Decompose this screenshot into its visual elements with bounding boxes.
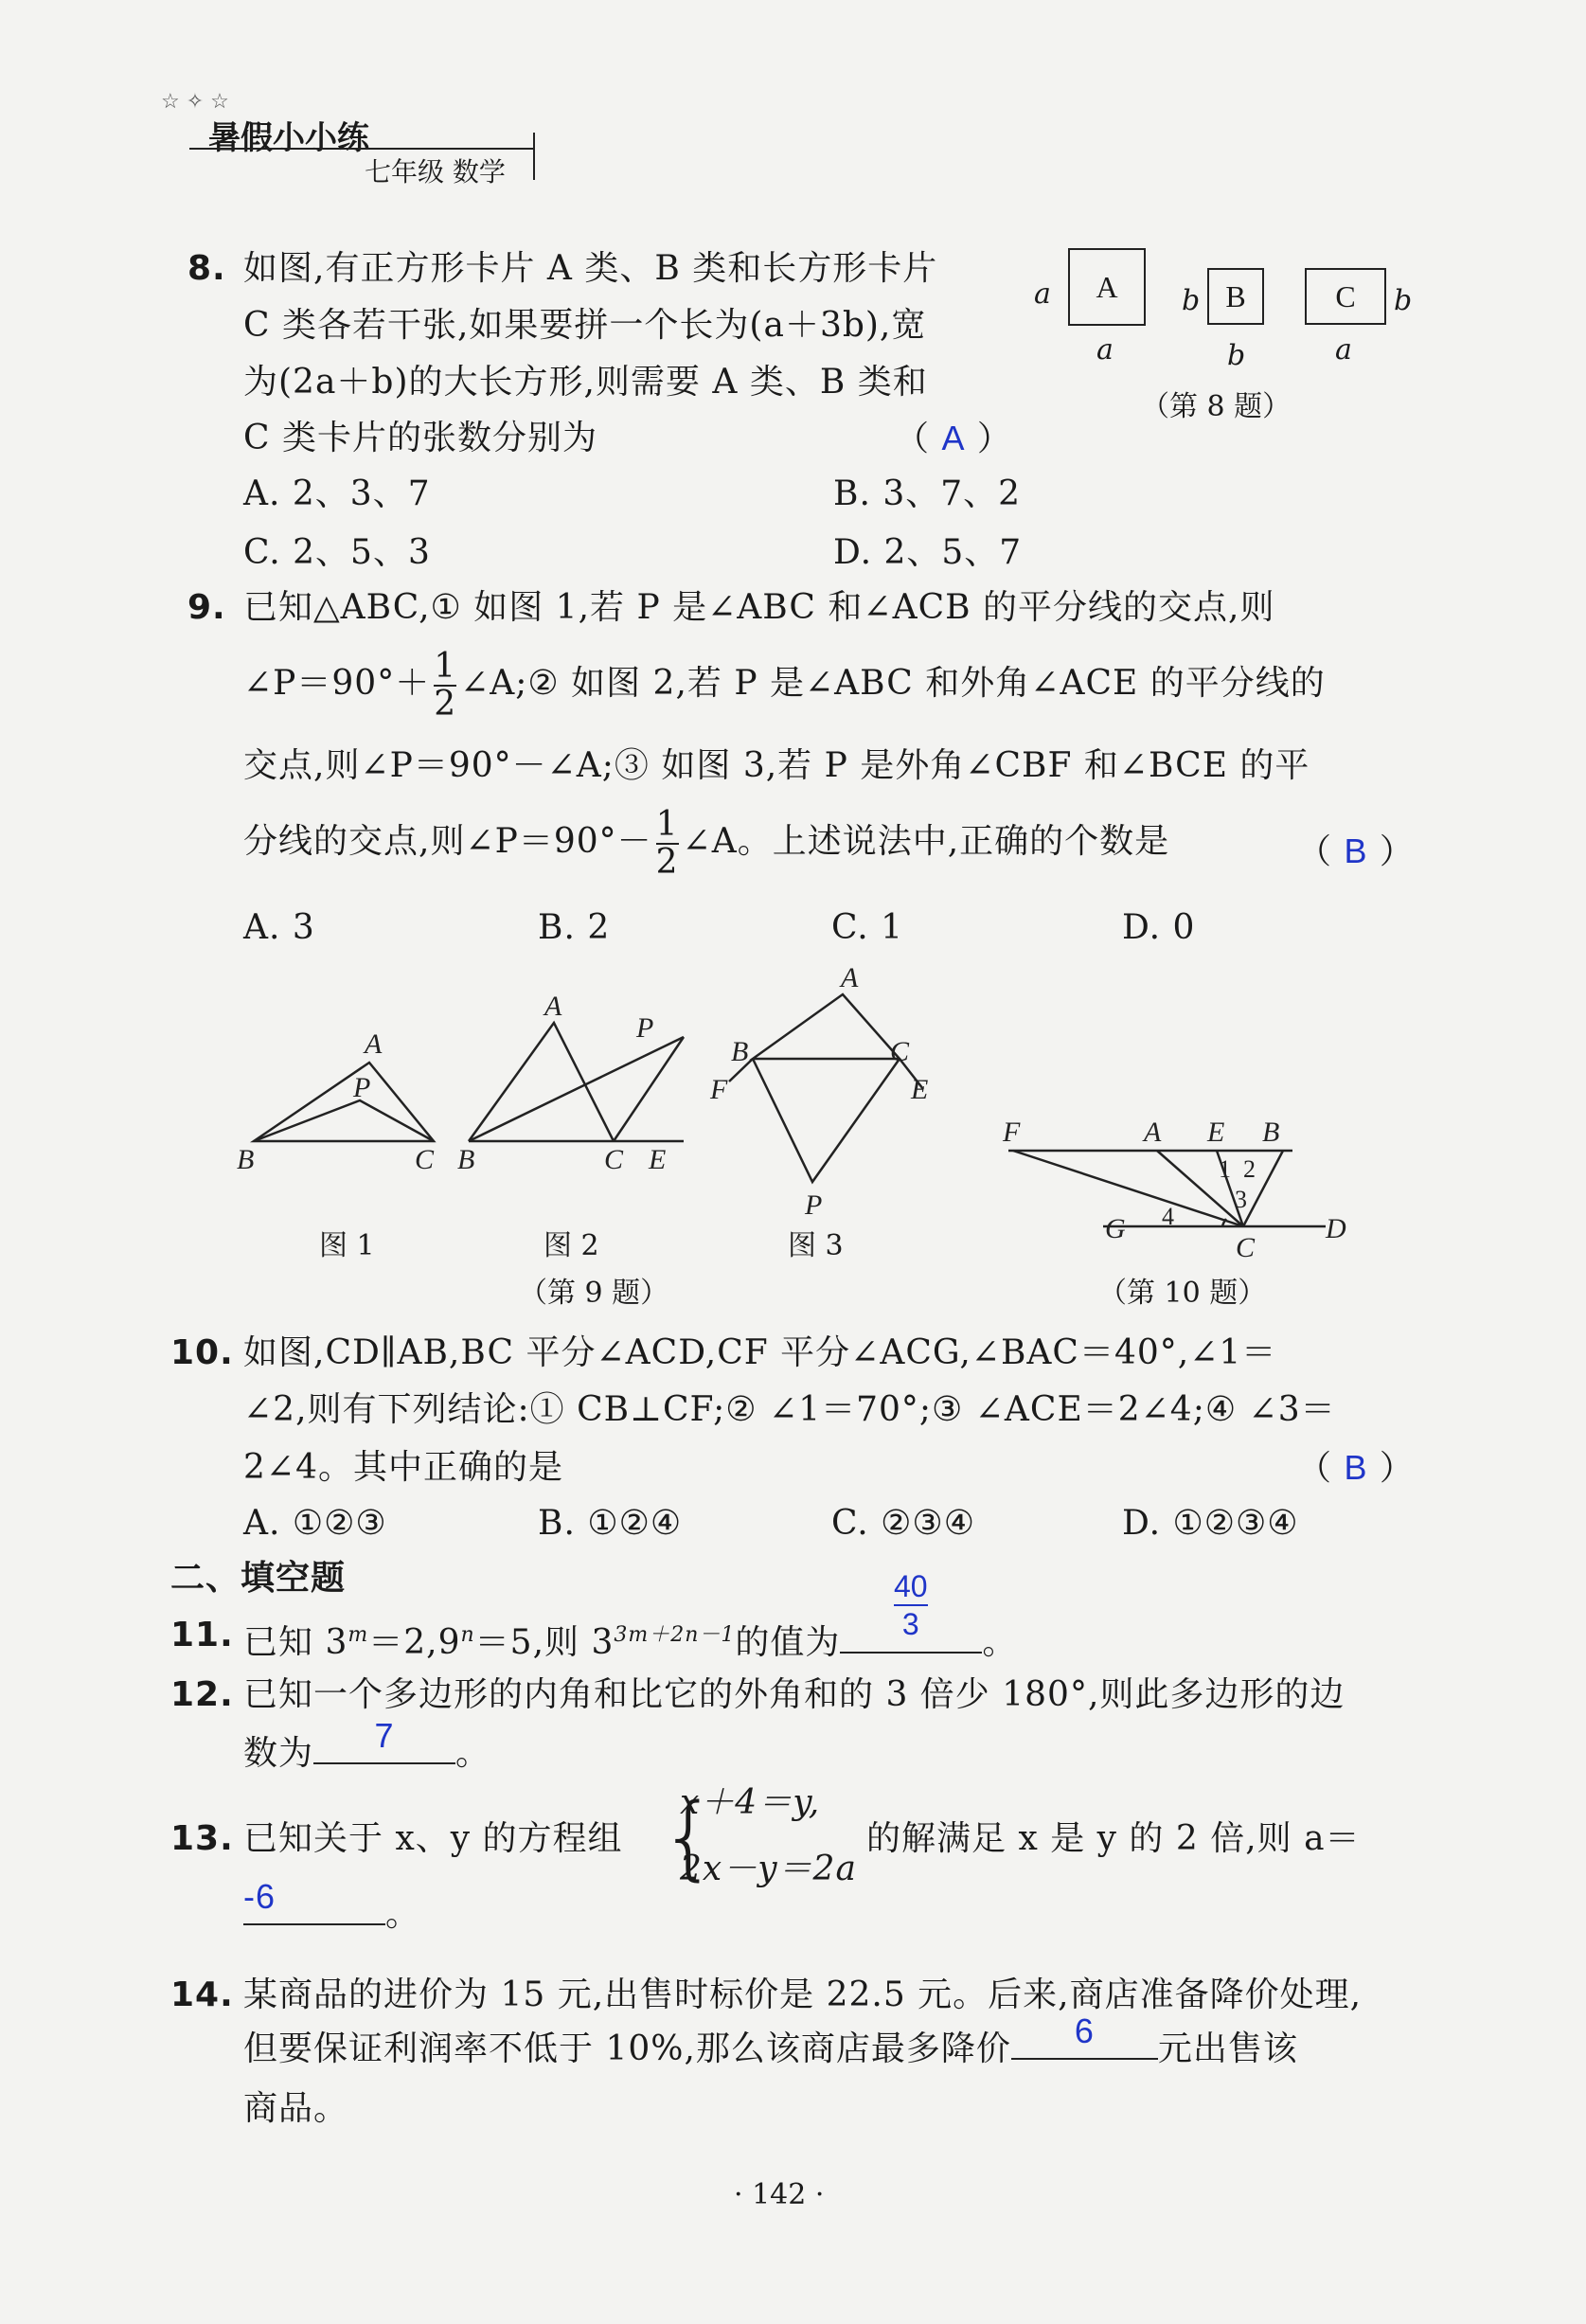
q9-figure-1 [254, 1063, 434, 1141]
q13-text-pre: 已知关于 x、y 的方程组 [243, 1819, 623, 1858]
q10-answer: B [1344, 1448, 1368, 1487]
q10-option-d: D. ①②③④ [1122, 1504, 1299, 1543]
card-c-right-label: b [1394, 284, 1413, 317]
fig1-label-b: B [237, 1144, 255, 1175]
q8-answer: A [941, 419, 966, 457]
q8-line4: C 类卡片的张数分别为 [243, 419, 597, 457]
fig10-label-d: D [1326, 1213, 1346, 1244]
q13-answer-line: -6 。 [243, 1877, 421, 1934]
header-title: 暑假小小练 [208, 119, 369, 157]
header-stars: ☆ ✧ ☆ [161, 90, 229, 114]
q9-line4-post: ∠A。上述说法中,正确的个数是 [682, 822, 1170, 861]
header-vertical-divider [533, 133, 535, 180]
q9-figures [227, 956, 966, 1231]
fig3-label-c: C [890, 1036, 910, 1067]
q11-answer [894, 1568, 928, 1642]
q8-option-a: A. 2、3、7 [243, 474, 431, 513]
card-a-bottom-label: a [1096, 333, 1114, 366]
section-fill-in-title: 二、填空题 [170, 1559, 347, 1598]
fig2-label-c: C [604, 1144, 624, 1175]
q8-option-c: C. 2、5、3 [243, 533, 431, 572]
fig10-label-1: 1 [1219, 1155, 1231, 1183]
q9-line3: 交点,则∠P＝90°－∠A;③ 如图 3,若 P 是外角∠CBF 和∠BCE 的平 [243, 746, 1310, 785]
q8-line1: 如图,有正方形卡片 A 类、B 类和长方形卡片 [243, 249, 938, 288]
q8-option-b: B. 3、7、2 [833, 474, 1022, 513]
fig10-label-a: A [1144, 1117, 1162, 1148]
fig10-label-g: G [1105, 1213, 1126, 1244]
card-a-left-label: a [1034, 277, 1051, 311]
q10-answer-paren: （ B ） [1297, 1448, 1415, 1488]
q9-line2-post: ∠A;② 如图 2,若 P 是∠ABC 和外角∠ACE 的平分线的 [460, 664, 1326, 703]
q12-line2: 数为 7 。 [243, 1716, 491, 1773]
card-b-bottom-label: b [1227, 339, 1246, 372]
q14-number: 14. [170, 1975, 234, 2014]
fig2-label-b: B [457, 1144, 475, 1175]
q10-line2: ∠2,则有下列结论:① CB⊥CF;② ∠1＝70°;③ ∠ACE＝2∠4;④ ∠3＝ [243, 1390, 1336, 1429]
q9-fraction-2: $\frac{1}{2}$ [655, 805, 679, 882]
q13-brace: { [660, 1784, 719, 1890]
q10-line3: 2∠4。其中正确的是 [243, 1448, 563, 1487]
fig10-label-e: E [1207, 1117, 1225, 1148]
q9-answer: B [1344, 831, 1368, 870]
q10-number: 10. [170, 1333, 234, 1372]
q9-answer-paren: （ B ） [1297, 831, 1415, 871]
fig10-label-b: B [1262, 1117, 1280, 1148]
q9-number: 9. [187, 588, 226, 627]
q9-line2 [243, 649, 1326, 723]
fig2-label-e: E [649, 1144, 667, 1175]
q9-line4 [243, 807, 1169, 881]
card-c-bottom-label: a [1335, 333, 1352, 366]
fig10-label-4: 4 [1162, 1203, 1174, 1230]
q14-answer: 6 [1074, 2011, 1095, 2050]
card-b: B [1207, 268, 1264, 325]
card-b-left-label: b [1182, 284, 1201, 317]
q8-line3: 为(2a＋b)的大长方形,则需要 A 类、B 类和 [243, 363, 928, 402]
q13-number: 13. [170, 1819, 234, 1858]
fig3-label-b: B [731, 1036, 749, 1067]
q14-line3: 商品。 [243, 2089, 349, 2128]
card-c: C [1305, 268, 1386, 325]
q11-number: 11. [170, 1616, 234, 1654]
q11-text: 已知 $3^m=2,9^n=5$,则 $3^{3m+2n-1}$的值为 。 [243, 1623, 1018, 1662]
header-divider [189, 148, 535, 150]
q8-number: 8. [187, 249, 226, 288]
page-number: · 142 · [734, 2178, 825, 2211]
q10-caption: （第 10 题） [1098, 1277, 1267, 1310]
q9-fig2-caption: 图 2 [544, 1229, 599, 1262]
fig10-label-3: 3 [1235, 1186, 1247, 1213]
fig1-label-p: P [353, 1072, 371, 1103]
q9-option-a: A. 3 [243, 908, 315, 947]
card-a: A [1068, 248, 1146, 326]
fig3-label-e: E [911, 1074, 929, 1105]
header-subtitle: 七年级 数学 [365, 156, 506, 188]
fig1-label-c: C [415, 1144, 435, 1175]
fig3-label-f: F [710, 1074, 728, 1105]
q9-option-c: C. 1 [831, 908, 904, 947]
q11-answer-denominator: 3 [901, 1607, 919, 1641]
q10-option-c: C. ②③④ [831, 1504, 975, 1543]
q9-option-b: B. 2 [538, 908, 611, 947]
q9-line4-pre: 分线的交点,则∠P＝90°－ [243, 822, 652, 861]
q14-line2: 但要保证利润率不低于 10%,那么该商店最多降价 6 元出售该 [243, 2011, 1298, 2068]
q9-figure-3 [729, 994, 923, 1182]
q10-option-a: A. ①②③ [243, 1504, 387, 1543]
fig3-label-a: A [841, 962, 859, 993]
fig1-label-a: A [365, 1028, 383, 1060]
q12-answer: 7 [374, 1716, 395, 1755]
q13-eq1: x＋4＝y, [680, 1783, 821, 1822]
fig2-label-p: P [636, 1012, 654, 1044]
fig10-label-2: 2 [1243, 1155, 1256, 1183]
q9-caption: （第 9 题） [519, 1277, 669, 1310]
q14-line1: 某商品的进价为 15 元,出售时标价是 22.5 元。后来,商店准备降价处理, [243, 1975, 1363, 2014]
q8-option-d: D. 2、5、7 [833, 533, 1023, 572]
q8-answer-paren: （ A ） [895, 419, 1012, 458]
q9-fraction-1: $\frac{1}{2}$ [434, 647, 457, 724]
q10-line1: 如图,CD∥AB,BC 平分∠ACD,CF 平分∠ACG,∠BAC＝40°,∠1＝ [243, 1333, 1277, 1372]
q13-answer: -6 [243, 1877, 276, 1916]
q10-option-b: B. ①②④ [538, 1504, 683, 1543]
q8-caption: （第 8 题） [1141, 390, 1292, 423]
fig2-label-a: A [544, 991, 562, 1022]
q12-line1: 已知一个多边形的内角和比它的外角和的 3 倍少 180°,则此多边形的边 [243, 1675, 1345, 1714]
q13-text-post: 的解满足 x 是 y 的 2 倍,则 a＝ [866, 1819, 1361, 1858]
q9-option-d: D. 0 [1122, 908, 1196, 947]
q9-line1: 已知△ABC,① 如图 1,若 P 是∠ABC 和∠ACB 的平分线的交点,则 [243, 588, 1275, 627]
fig10-label-f: F [1003, 1117, 1021, 1148]
q9-fig1-caption: 图 1 [319, 1229, 375, 1262]
fig3-label-p: P [805, 1189, 823, 1221]
fig10-label-c: C [1236, 1232, 1256, 1263]
q10-figure [999, 1113, 1359, 1274]
q8-line2: C 类各若干张,如果要拼一个长为(a＋3b),宽 [243, 306, 927, 345]
q13-eq2: 2x－y＝2a [680, 1850, 857, 1888]
q11-answer-numerator: 40 [894, 1568, 928, 1606]
q9-fig3-caption: 图 3 [788, 1229, 844, 1262]
q12-number: 12. [170, 1675, 234, 1714]
q9-line2-pre: ∠P＝90°＋ [243, 664, 431, 703]
